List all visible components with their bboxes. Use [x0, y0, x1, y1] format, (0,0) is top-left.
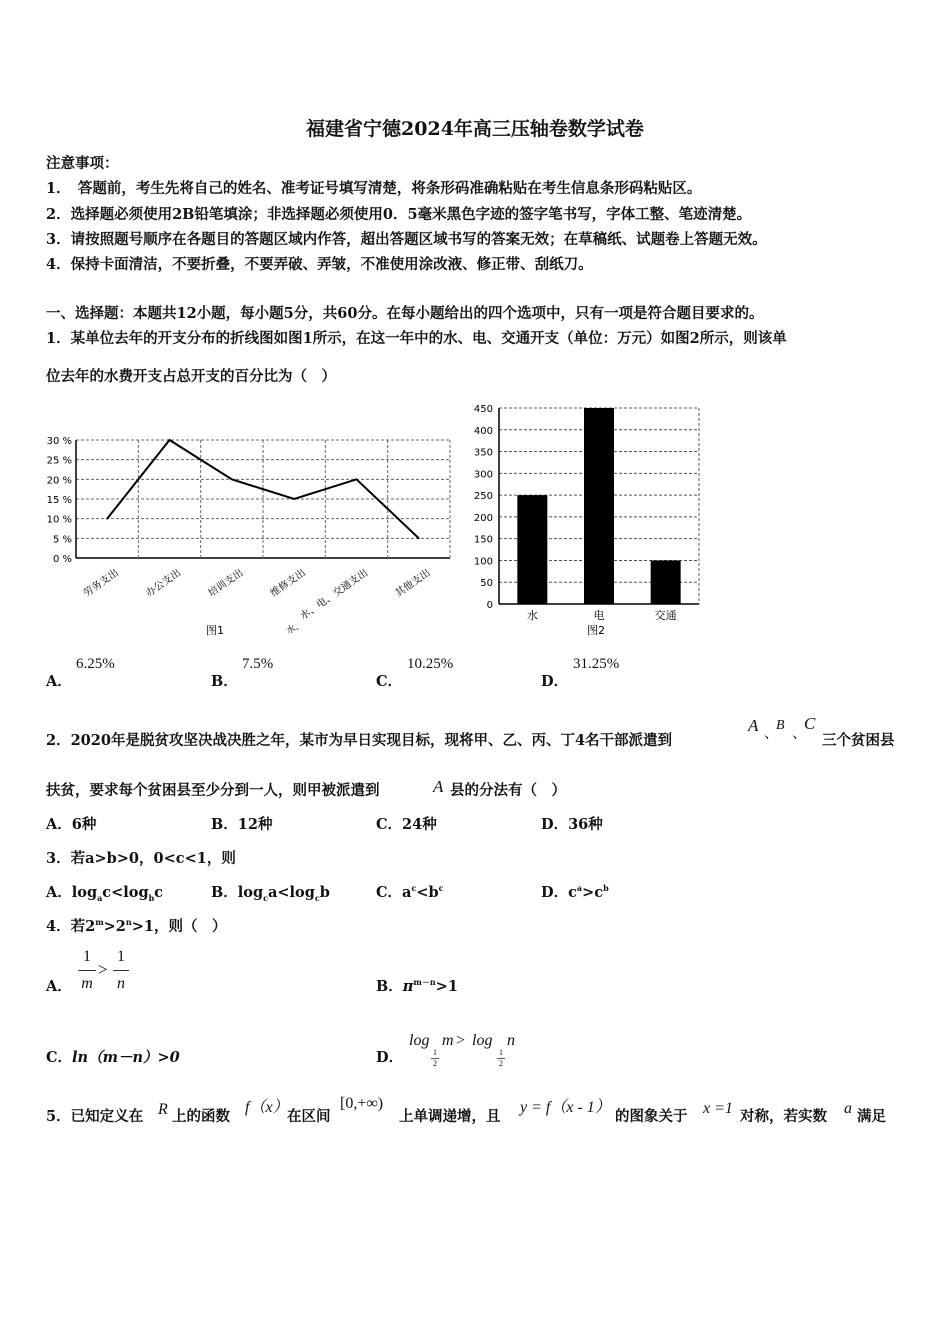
- page-title: 福建省宁德2024年高三压轴卷数学试卷: [306, 118, 644, 140]
- question-5-text: 上单调递增，且: [399, 1108, 501, 1125]
- q1-option-b-value: 7.5%: [242, 656, 274, 672]
- q3-option-c: C．$a^c<b^c$: [376, 883, 444, 901]
- q4-option-d-label: D．: [376, 1049, 404, 1066]
- y-tick-label: 150: [473, 534, 493, 546]
- y-tick-label: 30 %: [46, 436, 72, 447]
- figure-2-bar-chart: [465, 398, 715, 643]
- y-tick-label: 5 %: [52, 534, 72, 546]
- q2-sep: 、: [792, 726, 807, 742]
- q4-d-arg1: m: [442, 1032, 454, 1049]
- q4-a-fracbar1: [78, 970, 96, 971]
- q5-var-a: a: [844, 1100, 852, 1117]
- question-1-text: 1．某单位去年的开支分布的折线图如图1所示，在这一年中的水、电、交通开支（单位：万元）如图2所示，则该单: [46, 330, 787, 347]
- question-5-text: 的图象关于: [615, 1108, 688, 1125]
- q2-option-a: A．6种: [46, 816, 97, 833]
- q4-option-b: B．$\pi^{m-n}>1$: [376, 977, 458, 995]
- figure-1-side-note: 水、: [285, 620, 306, 637]
- q1-option-b-label: B．: [211, 673, 238, 690]
- y-tick-label: 0: [486, 600, 493, 611]
- y-tick-label: 20 %: [46, 475, 72, 487]
- q3-option-a: A．$\log_ac<\log_bc$: [46, 884, 164, 903]
- question-5-text: 在区间: [287, 1108, 331, 1125]
- q1-option-c-value: 10.25%: [407, 656, 454, 672]
- x-tick-label: 劳务支出: [81, 567, 121, 600]
- q4-d-log1: log: [409, 1032, 430, 1049]
- question-4-text: 4．若$2^m>2^n>1$，则（ ）: [46, 917, 227, 935]
- y-tick-label: 25 %: [46, 455, 72, 467]
- x-tick-label: 办公支出: [144, 567, 184, 600]
- q4-d-op: >: [456, 1032, 466, 1049]
- question-5-text: 5．已知定义在: [46, 1108, 144, 1125]
- q4-a-num1: 1: [83, 948, 91, 965]
- question-1-text-cont: 位去年的水费开支占总开支的百分比为（ ）: [46, 368, 336, 385]
- x-tick-label: 培训支出: [206, 567, 246, 600]
- question-2-text-end: 三个贫困县: [822, 732, 895, 749]
- figure-1-line-chart: [40, 400, 460, 650]
- y-tick-label: 300: [473, 469, 493, 481]
- figure-2-caption: 图2: [587, 624, 605, 637]
- question-2-text-cont-end: 县的分法有（ ）: [450, 782, 566, 799]
- q1-option-c-label: C．: [376, 673, 403, 690]
- q5-equation: y = f（x - 1）: [520, 1099, 611, 1116]
- q4-option-a-label: A．: [46, 978, 72, 995]
- q2-var-a: A: [748, 716, 759, 735]
- q1-option-d-label: D．: [541, 673, 569, 690]
- y-tick-label: 200: [473, 512, 493, 524]
- notice-item: 2．选择题必须使用2B铅笔填涂；非选择题必须使用0．5毫米黑色字迹的签字笔书写，字体工整、笔迹清楚。: [46, 206, 752, 223]
- q2-var-a-2: A: [433, 777, 444, 796]
- y-tick-label: 350: [473, 447, 493, 459]
- y-tick-label: 0 %: [52, 554, 72, 565]
- q2-option-d: D．36种: [541, 816, 603, 833]
- q4-d-log2: log: [472, 1032, 493, 1049]
- q4-a-op: >: [98, 960, 108, 979]
- q4-a-num2: 1: [117, 948, 125, 965]
- q4-a-den1: m: [81, 975, 93, 992]
- figure-1-caption: 图1: [206, 624, 224, 637]
- y-tick-label: 100: [473, 556, 493, 568]
- q2-var-c: C: [804, 714, 816, 733]
- question-2-text-cont: 扶贫，要求每个贫困县至少分到一人，则甲被派遣到: [46, 782, 380, 799]
- x-tick-label: 水: [526, 609, 538, 622]
- question-5-text: 对称，若实数: [740, 1108, 827, 1125]
- bar: [517, 495, 547, 604]
- question-5-text: 满足: [857, 1108, 886, 1125]
- question-2-text: 2．2020年是脱贫攻坚决战决胜之年，某市为早日实现目标，现将甲、乙、丙、丁4名干部派遣到: [46, 732, 673, 749]
- q4-option-c: C．ln（m－n）>0: [46, 1049, 180, 1066]
- q4-d-sub1-num: 1: [433, 1048, 437, 1057]
- q1-option-a-label: A．: [46, 673, 72, 690]
- q5-fx: f（x）: [245, 1099, 289, 1116]
- x-tick-label: 维修支出: [268, 567, 308, 600]
- q4-d-sub2-den: 2: [499, 1059, 503, 1068]
- q3-option-d: D．$c^a>c^b$: [541, 883, 609, 901]
- y-tick-label: 10 %: [46, 514, 72, 526]
- q3-option-b: B．$\log_ca<\log_cb$: [211, 884, 330, 903]
- q4-a-fracbar2: [113, 970, 129, 971]
- q1-option-a-value: 6.25%: [76, 656, 115, 672]
- y-tick-label: 15 %: [46, 495, 72, 506]
- q2-option-c: C．24种: [376, 816, 437, 833]
- question-3-text: 3．若a>b>0，0<c<1，则: [46, 850, 236, 867]
- q4-a-den2: n: [117, 975, 125, 992]
- q4-d-sub1-den: 2: [433, 1059, 437, 1068]
- notice-item: 4．保持卡面清洁，不要折叠，不要弄破、弄皱，不准使用涂改液、修正带、刮纸刀。: [46, 256, 593, 273]
- notice-item: 3．请按照题号顺序在各题目的答题区域内作答，超出答题区域书写的答案无效；在草稿纸、试题卷上答题无效。: [46, 231, 767, 248]
- q5-interval: [0,+∞): [340, 1095, 384, 1112]
- y-tick-label: 450: [473, 404, 493, 415]
- q2-sep: 、: [764, 726, 779, 742]
- y-tick-label: 50: [480, 578, 493, 590]
- x-tick-label: 电: [593, 609, 605, 622]
- q1-option-d-value: 31.25%: [573, 656, 620, 672]
- section-heading: 一、选择题：本题共12小题，每小题5分，共60分。在每小题给出的四个选项中，只有一项是符合题目要求的。: [46, 305, 764, 322]
- y-tick-label: 400: [473, 425, 493, 437]
- bar: [584, 408, 614, 604]
- q5-x-eq-1: x =1: [703, 1100, 733, 1117]
- q4-d-sub2-num: 1: [499, 1048, 503, 1057]
- line-series: [107, 440, 419, 538]
- q5-var-r: R: [158, 1101, 168, 1118]
- bar: [651, 560, 681, 604]
- question-5-text: 上的函数: [172, 1108, 230, 1125]
- y-tick-label: 250: [473, 491, 493, 503]
- x-tick-label: 其他支出: [393, 567, 433, 600]
- q4-d-arg2: n: [507, 1032, 515, 1049]
- notice-heading: 注意事项：: [46, 155, 119, 172]
- x-tick-label: 水、电、交通支出: [298, 567, 371, 623]
- q2-option-b: B．12种: [211, 816, 273, 833]
- x-tick-label: 交通: [654, 609, 677, 622]
- q2-var-b: B: [776, 718, 785, 733]
- notice-item: 1． 答题前，考生先将自己的姓名、准考证号填写清楚，将条形码准确粘贴在考生信息条形码粘贴区。: [46, 180, 702, 197]
